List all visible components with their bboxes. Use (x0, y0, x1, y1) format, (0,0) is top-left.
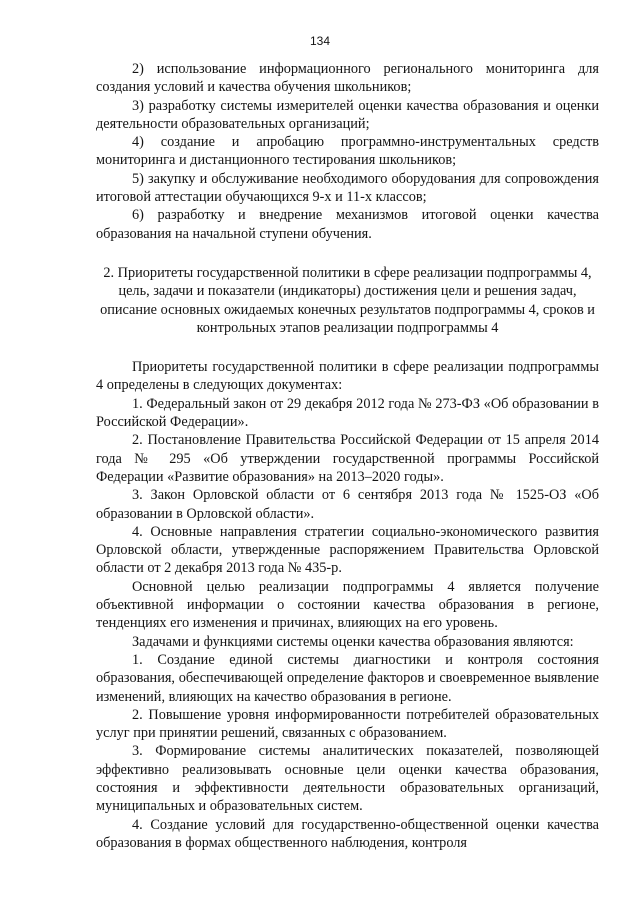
priorities-intro: Приоритеты государственной политики в сфере реализации подпрограммы 4 определены в следующих документах: (96, 359, 599, 394)
document-body (96, 60, 599, 852)
spacer (96, 337, 599, 358)
tasks-intro: Задачами и функциями системы оценки качества образования являются: (132, 633, 574, 650)
section-heading: 2. Приоритеты государственной политики в сфере реализации подпрограммы 4, цель, задачи и показатели (индикаторы) достижения цели и решения задач, описание основных ожидаемых конечных результатов подпрограммы 4, сроков и контрольных этапов реализации подпрограммы 4 (100, 264, 595, 336)
document-list-item: 2. Постановление Правительства Российской Федерации от 15 апреля 2014 года № 295 «Об утверждении государственной программы Российской Федерации «Развитие образования» на 2013–2020 годы». (96, 432, 599, 485)
list-item: 3) разработку системы измерителей оценки качества образования и оценки деятельности образовательных организаций; (96, 97, 599, 132)
list-item: 2) использование информационного регионального мониторинга для создания условий и качества обучения школьников; (96, 61, 599, 96)
list-item: 4) создание и апробацию программно-инструментальных средств мониторинга и дистанционного тестирования школьников; (96, 134, 599, 169)
list-item: 5) закупку и обслуживание необходимого оборудования для сопровождения итоговой аттестации обучающихся 9-х и 11-х классов; (96, 170, 599, 206)
task-item: 2. Повышение уровня информированности потребителей образовательных услуг при принятии решений, связанных с образованием. (96, 706, 599, 742)
task-item: 3. Формирование системы аналитических показателей, позволяющей эффективно реализовывать основные цели оценки качества образования, состояния и эффективности деятельности образовательных организаций, муниципальных и образовательных систем. (96, 743, 599, 815)
main-goal-paragraph: Основной целью реализации подпрограммы 4 является получение объективной информации о состоянии качества образования в регионе, тенденциях его изменения и причинах, влияющих на его уровень. (96, 578, 599, 632)
page-number: 134 (309, 34, 331, 48)
document-list-item: 1. Федеральный закон от 29 декабря 2012 года № 273-ФЗ «Об образовании в Российской Федерации». (96, 395, 599, 431)
task-item: 1. Создание единой системы диагностики и контроля состояния образования, обеспечивающей определение факторов и своевременное выявление изменений, влияющих на качество образования в регионе. (96, 651, 599, 705)
document-list-item: 4. Основные направления стратегии социально-экономического развития Орловской области, утвержденные распоряжением Правительства Орловской области от 2 декабря 2013 года № 435-р. (96, 523, 599, 577)
document-list-item: 3. Закон Орловской области от 6 сентября 2013 года № 1525-ОЗ «Об образовании в Орловской области». (96, 487, 599, 522)
task-item: 4. Создание условий для государственно-общественной оценки качества образования в формах общественного наблюдения, контроля (96, 816, 599, 851)
spacer (96, 243, 599, 264)
list-item: 6) разработку и внедрение механизмов итоговой оценки качества образования на начальной ступени обучения. (96, 207, 599, 242)
